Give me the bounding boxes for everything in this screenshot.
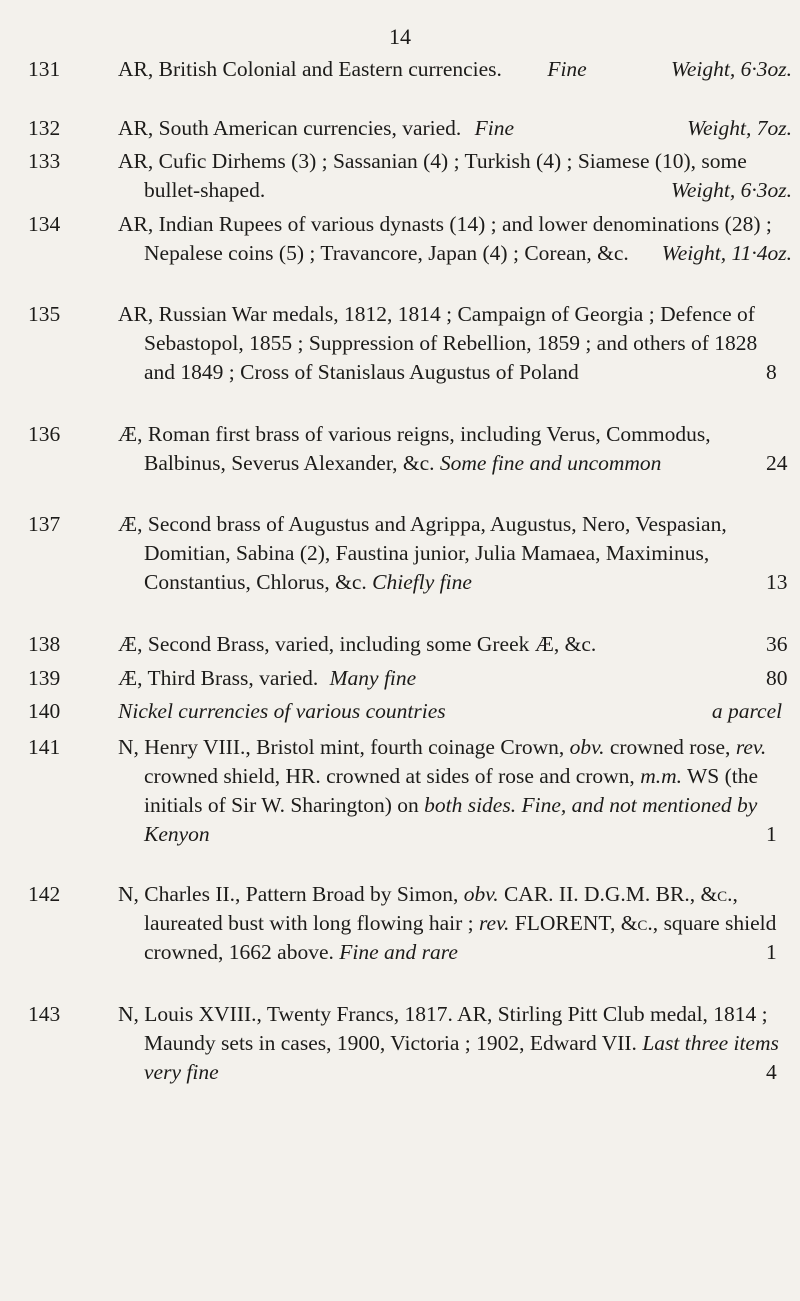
obverse-label: obv. xyxy=(569,735,605,759)
lot-entry xyxy=(28,300,792,387)
lot-entry xyxy=(28,697,792,726)
lot-entry xyxy=(28,210,792,268)
lot-weight: Weight, 6·3oz. xyxy=(670,57,792,81)
reverse-label: rev. xyxy=(735,735,767,759)
lot-text: AR, South American currencies, varied. xyxy=(118,116,462,140)
lot-text: square shield crowned, 1662 above. xyxy=(144,911,777,964)
lot-description: Æ, Roman first brass of various reigns, including Verus, Commodus, Balbinus, Severus Alexander, &c. Some fine and uncommon 24 xyxy=(118,422,788,475)
lot-number: 142 xyxy=(28,882,61,906)
lot-note: Fine and rare xyxy=(339,940,458,964)
lot-text: Nickel currencies of various countries xyxy=(118,699,446,723)
lot-note: Chiefly fine xyxy=(372,570,472,594)
lot-text: AR, Cufic Dirhems (3) ; Sassanian (4) ; Turkish (4) ; Siamese (10), some bullet-shaped. xyxy=(118,149,747,202)
lot-text: crowned rose, xyxy=(609,735,731,759)
lot-number: 136 xyxy=(28,422,61,446)
lot-number: 139 xyxy=(28,666,61,690)
lot-note: both sides. Fine, and not mentioned by Kenyon xyxy=(144,793,758,846)
lot-description: Æ, Second Brass, varied, including some Greek Æ, &c. 36 xyxy=(118,632,788,656)
lot-entry xyxy=(28,114,792,143)
lot-number: 138 xyxy=(28,632,61,656)
lot-weight: Weight, 6·3oz. xyxy=(670,178,792,202)
lot-description: AR, Russian War medals, 1812, 1814 ; Campaign of Georgia ; Defence of Sebastopol, 1855 ; Suppression of Rebellion, 1859 ; and others of 1828 and 1849 ; Cross of Stanislaus Augustus of Poland 8 xyxy=(118,302,777,384)
lot-entry xyxy=(28,510,792,597)
lot-entry xyxy=(28,630,792,659)
coin-legend: CAR. II. D.G.M. BR., &c., xyxy=(503,882,738,906)
lot-note: Some fine and uncommon xyxy=(439,451,662,475)
lot-description: N, Louis XVIII., Twenty Francs, 1817. AR, Stirling Pitt Club medal, 1814 ; Maundy sets in cases, 1900, Victoria ; 1902, Edward VII. Last three items very fine 4 xyxy=(118,1002,779,1084)
lot-number: 141 xyxy=(28,735,61,759)
lot-note: Fine xyxy=(474,116,515,140)
lot-text: N, Louis XVIII., Twenty Francs, 1817. AR, Stirling Pitt Club medal, 1814 ; Maundy sets in cases, 1900, Victoria ; 1902, Edward VII. xyxy=(118,1002,768,1055)
page-number: 14 xyxy=(389,24,411,49)
lot-text: Æ, Second Brass, varied, including some Greek Æ, &c. xyxy=(118,632,597,656)
lot-number: 140 xyxy=(28,699,61,723)
lot-text: AR, Russian War medals, 1812, 1814 ; Campaign of Georgia ; Defence of Sebastopol, 1855 ; Suppression of Rebellion, 1859 ; and others of 1828 and 1849 ; Cross of Stanislaus Augustus of Poland xyxy=(118,302,758,384)
lot-weight: Weight, 7oz. xyxy=(687,116,792,140)
lot-text: WS (the initials of Sir W. Sharington) on xyxy=(144,764,759,817)
coin-legend: FLORENT, &c., xyxy=(514,911,659,935)
lot-text: AR, British Colonial and Eastern currencies. xyxy=(118,57,502,81)
lot-entry xyxy=(28,1000,792,1087)
coin-legend: HR. xyxy=(285,764,321,788)
lot-weight: Weight, 11·4oz. xyxy=(661,241,792,265)
reverse-label: rev. xyxy=(478,911,510,935)
lot-text: crowned shield, xyxy=(144,764,281,788)
obverse-label: obv. xyxy=(463,882,499,906)
lot-description xyxy=(118,55,792,84)
lot-text: AR, Indian Rupees of various dynasts (14) ; and lower denominations (28) ; Nepalese coins (5) ; Travancore, Japan (4) ; Corean, &c. xyxy=(118,212,772,265)
lot-text: Æ, Roman first brass of various reigns, including Verus, Commodus, Balbinus, Severus Alexander, &c. xyxy=(118,422,711,475)
lot-number: 135 xyxy=(28,302,61,326)
lot-entry xyxy=(28,880,792,967)
lot-entry xyxy=(28,147,792,205)
lot-entry xyxy=(28,55,792,84)
mintmark-label: m.m. xyxy=(640,764,682,788)
lot-description: Æ, Second brass of Augustus and Agrippa, Augustus, Nero, Vespasian, Domitian, Sabina (2), Faustina junior, Julia Mamaea, Maximinus, Constantius, Chlorus, &c. Chiefly fine 13 xyxy=(118,512,788,594)
lot-text: Æ, Second brass of Augustus and Agrippa, Augustus, Nero, Vespasian, Domitian, Sabina (2), Faustina junior, Julia Mamaea, Maximinus, Constantius, Chlorus, &c. xyxy=(118,512,727,594)
lot-text: N, Henry VIII., Bristol mint, fourth coinage Crown, xyxy=(118,735,565,759)
lot-number: 143 xyxy=(28,1002,61,1026)
lot-text: crowned at sides of rose and crown, xyxy=(326,764,635,788)
lot-note: Last three items very fine xyxy=(144,1031,779,1084)
lot-text: N, Charles II., Pattern Broad by Simon, xyxy=(118,882,459,906)
lot-number: 131 xyxy=(28,57,61,81)
lot-entry xyxy=(28,733,792,849)
lot-number: 137 xyxy=(28,512,61,536)
lot-number: 132 xyxy=(28,116,61,140)
lot-description: Æ, Third Brass, varied. Many fine 80 xyxy=(118,666,788,690)
lot-description: N, Henry VIII., Bristol mint, fourth coinage Crown, obv. crowned rose, rev. crowned shield, HR. crowned at sides of rose and crown, m.m. WS (the initials of Sir W. Sharington) on both sides. Fine, and not mentioned by Kenyon 1 xyxy=(118,735,777,846)
lot-entry xyxy=(28,420,792,478)
lot-note: Fine xyxy=(547,57,587,81)
lot-number: 134 xyxy=(28,212,61,236)
lot-description xyxy=(118,210,792,268)
lot-description xyxy=(118,114,792,143)
lot-quantity: a parcel xyxy=(711,699,783,723)
lot-text: Æ, Third Brass, varied. xyxy=(118,666,319,690)
lot-description: N, Charles II., Pattern Broad by Simon, obv. CAR. II. D.G.M. BR., &c., laureated bust with long flowing hair ; rev. FLORENT, &c., square shield crowned, 1662 above. Fine and rare 1 xyxy=(118,882,777,964)
lot-description xyxy=(118,147,792,205)
lot-text: laureated bust with long flowing hair ; xyxy=(144,911,474,935)
lot-entry xyxy=(28,664,792,693)
lot-note: Many fine xyxy=(329,666,417,690)
lot-description xyxy=(118,697,792,726)
lot-number: 133 xyxy=(28,149,61,173)
